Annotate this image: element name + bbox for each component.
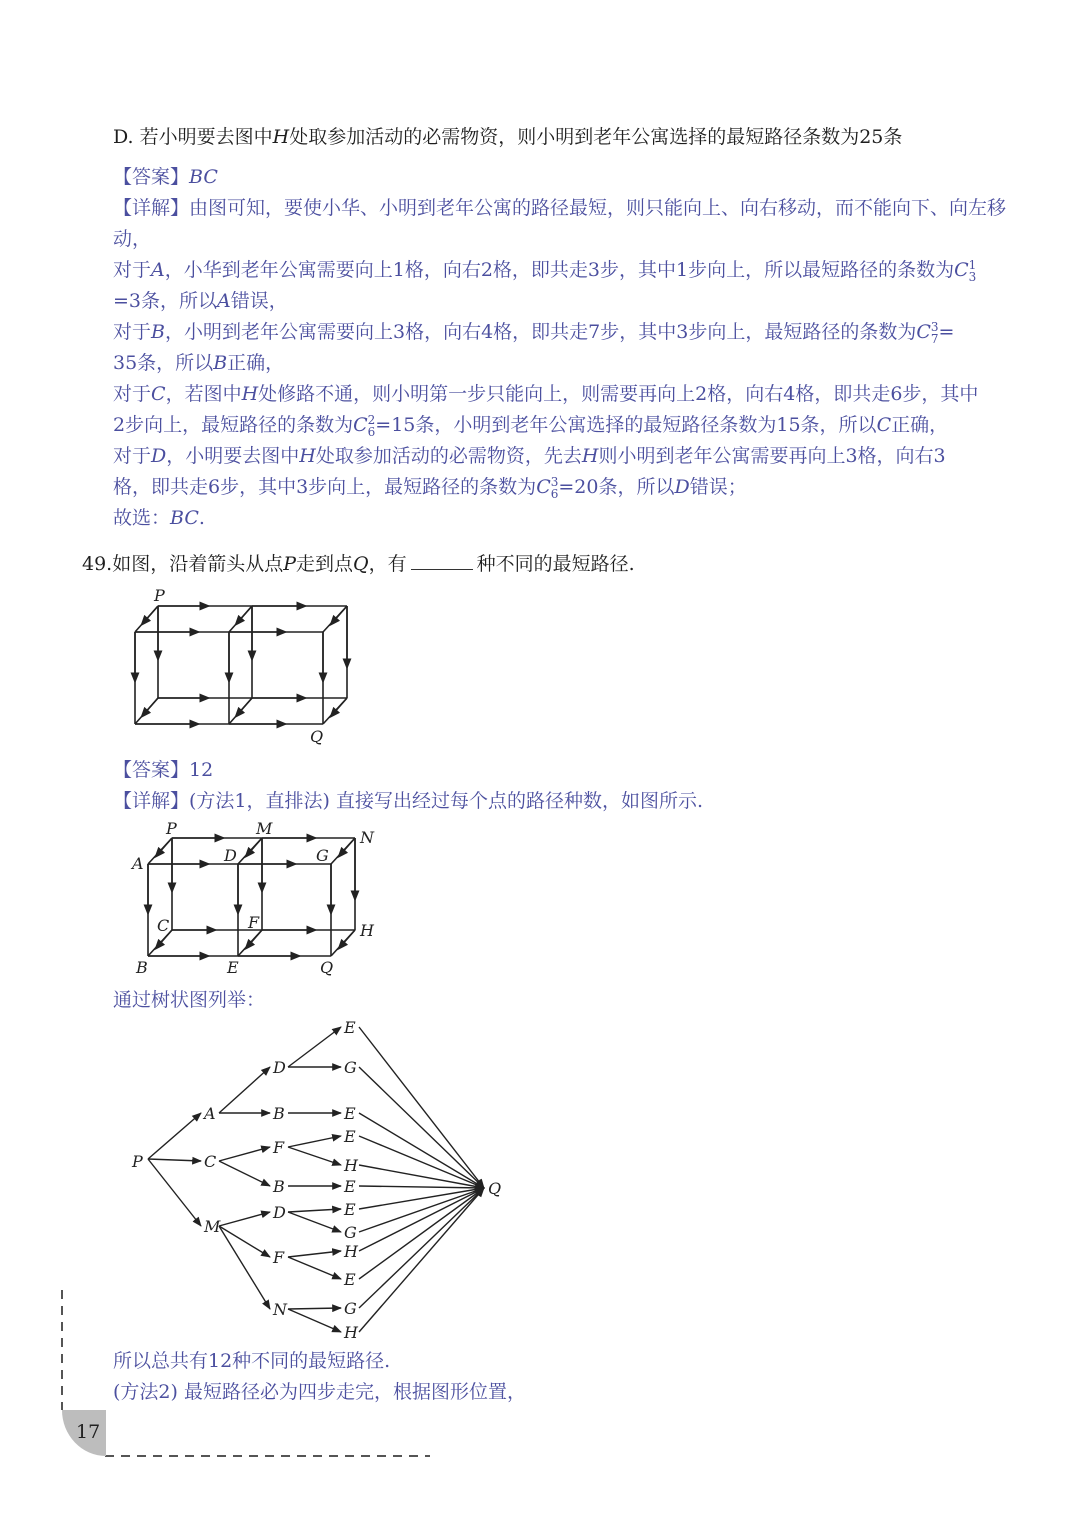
- b-end: =: [938, 321, 955, 343]
- tree-node-l3-10: G: [344, 1299, 357, 1318]
- tree-edge-root-1: [148, 1159, 201, 1161]
- tree-edge-l3-7: [288, 1212, 341, 1232]
- tree-node-l3-4: H: [344, 1156, 358, 1175]
- tree-edge-sink-3: [359, 1136, 484, 1188]
- tree-node-l3-0: E: [344, 1018, 356, 1037]
- answer-value: BC: [189, 166, 218, 188]
- tree-node-l2-1: B: [273, 1104, 285, 1123]
- label-p: P: [154, 588, 165, 605]
- d2-mid: =20条，所以: [558, 476, 675, 498]
- b2-pre: 35条，所以: [113, 352, 214, 374]
- question-number: 49.: [82, 553, 113, 575]
- d-suf: 则小明到老年公寓需要再向上3格，向右3: [598, 445, 946, 467]
- c-h: H: [241, 383, 259, 405]
- c2-pre: 2步向上，最短路径的条数为: [113, 414, 354, 436]
- conclusion-text: 所以总共有12种不同的最短路径.: [113, 1350, 391, 1372]
- b2-letter: B: [213, 352, 228, 374]
- detail-c-line-1: [113, 381, 978, 407]
- tree-edge-sink-8: [359, 1188, 484, 1251]
- detail-d-line-1: [113, 443, 946, 469]
- a-comb-index: [969, 259, 977, 283]
- prev-answer: [113, 164, 218, 190]
- tree-node-l3-6: E: [344, 1200, 356, 1219]
- final-pre: 故选：: [113, 507, 171, 529]
- tree-edge-l3-3: [288, 1136, 341, 1147]
- label-f: F: [248, 913, 260, 932]
- tree-node-l3-7: G: [344, 1223, 357, 1242]
- c2-letter: C: [876, 414, 892, 436]
- label-n: N: [360, 828, 374, 847]
- option-d-h: H: [272, 126, 290, 148]
- page-border-dashes: [55, 1285, 435, 1465]
- tree-edge-l2-2: [219, 1147, 270, 1161]
- option-d-suffix: 处取参加活动的必需物资，则小明到老年公寓选择的最短路径条数为25条: [289, 126, 903, 148]
- tree-node-l2-2: F: [273, 1138, 285, 1157]
- label-a: A: [132, 854, 144, 873]
- detail-a-line-2: [113, 288, 288, 314]
- tree-edge-root-2: [148, 1159, 201, 1226]
- tree-node-sink: Q: [488, 1179, 502, 1198]
- tree-node-l1-2: M: [204, 1217, 221, 1236]
- tree-node-l3-3: E: [344, 1127, 356, 1146]
- d-comb-sub: 6: [550, 487, 559, 501]
- c2-mid: =15条，小明到老年公寓选择的最短路径条数为15条，所以: [375, 414, 877, 436]
- d-mid: ，小明要去图中: [166, 445, 300, 467]
- tree-node-l1-1: C: [204, 1152, 217, 1171]
- q-mid2: ，有: [368, 553, 407, 575]
- label-m: M: [256, 819, 273, 838]
- q-p: P: [283, 553, 297, 575]
- tree-node-l2-0: D: [273, 1058, 286, 1077]
- detail-text-2: 动，: [113, 228, 152, 250]
- d-pre: 对于: [113, 445, 152, 467]
- label-d: D: [224, 846, 237, 865]
- a2-letter: A: [217, 290, 231, 312]
- detail-b-line-2: [113, 350, 284, 376]
- tree-edge-sink-5: [359, 1186, 484, 1188]
- q-suf: 种不同的最短路径.: [476, 553, 635, 575]
- d-comb-sup: 3: [550, 475, 559, 489]
- tree-node-l3-5: E: [344, 1177, 356, 1196]
- label-b: B: [136, 958, 148, 977]
- tree-edge-l3-8: [288, 1251, 341, 1257]
- tree-edge-l2-4: [219, 1212, 270, 1226]
- a2-pre: =3条，所以: [113, 290, 218, 312]
- c-suf: 处修路不通，则小明第一步只能向上，则需要再向上2格，向右4格，即共走6步，其中: [258, 383, 979, 405]
- b-comb: C: [916, 321, 931, 343]
- tree-node-l3-1: G: [344, 1058, 357, 1077]
- label-h: H: [360, 921, 374, 940]
- q49-detail: [113, 788, 703, 814]
- figure-1-grid: [125, 588, 385, 748]
- d2-letter: D: [674, 476, 690, 498]
- c2-suf: 正确，: [891, 414, 949, 436]
- d2-pre: 格，即共走6步，其中3步向上，最短路径的条数为: [113, 476, 537, 498]
- d-letter: D: [151, 445, 167, 467]
- tree-edge-l3-0: [288, 1027, 341, 1067]
- detail-line-1: [113, 195, 1006, 221]
- tree-intro: [113, 987, 265, 1013]
- d-h2: H: [581, 445, 599, 467]
- c-mid: ，若图中: [165, 383, 242, 405]
- detail-b-line-1: [113, 319, 954, 345]
- detail-a-line-1: [113, 257, 976, 283]
- b-mid: ，小明到老年公寓需要向上3格，向右4格，即共走7步，其中3步向上，最短路径的条数为: [164, 321, 917, 343]
- tree-node-l3-8: H: [344, 1242, 358, 1261]
- detail-c-line-2: [113, 412, 948, 438]
- question-49: [82, 551, 635, 577]
- tree-edge-l3-4: [288, 1147, 341, 1165]
- tree-edge-l2-5: [219, 1226, 270, 1257]
- tree-edge-sink-9: [359, 1188, 484, 1279]
- detail-text-1: 由图可知，要使小华、小明到老年公寓的路径最短，则只能向上、向右移动，而不能向下、向左移: [189, 197, 1007, 219]
- detail-label: 【详解】: [113, 197, 190, 219]
- c-comb-sub: 6: [367, 425, 376, 439]
- b-pre: 对于: [113, 321, 152, 343]
- final-val: BC: [170, 507, 199, 529]
- method-2-text: (方法2) 最短路径必为四步走完，根据图形位置，: [113, 1381, 526, 1403]
- detail-line-2: [113, 226, 151, 252]
- q-q: Q: [353, 553, 369, 575]
- c-comb-sup: 2: [367, 413, 376, 427]
- tree-node-l2-3: B: [273, 1177, 285, 1196]
- q49-detail-label: 【详解】: [113, 790, 190, 812]
- a2-suf: 错误，: [230, 290, 288, 312]
- d-comb: C: [536, 476, 551, 498]
- tree-node-l3-9: E: [344, 1270, 356, 1289]
- label-p: P: [166, 819, 177, 838]
- tree-node-l1-0: A: [204, 1104, 216, 1123]
- label-q: Q: [310, 727, 324, 746]
- detail-final: [113, 505, 205, 531]
- q49-answer-value: 12: [189, 759, 214, 781]
- q49-detail-text: (方法1，直排法) 直接写出经过每个点的路径种数，如图所示.: [189, 790, 704, 812]
- a-letter: A: [151, 259, 165, 281]
- option-d-prefix: D. 若小明要去图中: [113, 126, 273, 148]
- c-pre: 对于: [113, 383, 152, 405]
- label-g: G: [316, 846, 329, 865]
- tree-edge-root-0: [148, 1113, 201, 1159]
- tree-edge-l3-6: [288, 1209, 341, 1212]
- label-q: Q: [320, 958, 334, 977]
- tree-edge-sink-0: [359, 1027, 484, 1188]
- a-pre: 对于: [113, 259, 152, 281]
- label-c: C: [157, 916, 170, 935]
- tree-node-l2-4: D: [273, 1203, 286, 1222]
- tree-edge-l3-9: [288, 1257, 341, 1279]
- d-h: H: [299, 445, 316, 467]
- q49-answer: [113, 757, 213, 783]
- b2-suf: 正确，: [227, 352, 285, 374]
- tree-edge-l2-0: [219, 1067, 270, 1113]
- q-pre: 如图，沿着箭头从点: [112, 553, 284, 575]
- tree-node-l2-6: N: [273, 1300, 287, 1319]
- detail-d-line-2: [113, 474, 747, 500]
- tree-node-l3-2: E: [344, 1104, 356, 1123]
- label-e: E: [227, 958, 239, 977]
- b-comb-index: [931, 321, 939, 345]
- tree-node-root: P: [132, 1152, 143, 1171]
- a-comb-sub: 3: [968, 270, 977, 284]
- b-comb-sub: 7: [930, 332, 939, 346]
- tree-edge-l2-3: [219, 1161, 270, 1186]
- a-comb-sup: 1: [968, 258, 977, 272]
- c-comb: C: [353, 414, 368, 436]
- page-number: 17: [76, 1421, 101, 1443]
- a-mid: ，小华到老年公寓需要向上1格，向右2格，即共走3步，其中1步向上，所以最短路径的条数为: [164, 259, 955, 281]
- q-mid: 走到点: [296, 553, 354, 575]
- b-letter: B: [151, 321, 165, 343]
- figure-2-labeled-grid: [125, 818, 385, 978]
- answer-label: 【答案】: [113, 166, 190, 188]
- d-mid2: 处取参加活动的必需物资，先去: [315, 445, 582, 467]
- c-letter: C: [151, 383, 166, 405]
- d2-suf: 错误；: [689, 476, 747, 498]
- q49-answer-label: 【答案】: [113, 759, 190, 781]
- final-end: .: [198, 507, 205, 529]
- tree-node-l3-11: H: [344, 1323, 358, 1342]
- tree-edge-sink-1: [359, 1067, 484, 1188]
- b-comb-sup: 3: [930, 320, 939, 334]
- a-comb: C: [954, 259, 969, 281]
- answer-blank[interactable]: [411, 551, 473, 570]
- tree-intro-text: 通过树状图列举：: [113, 989, 266, 1011]
- option-d: [113, 124, 902, 150]
- tree-node-l2-5: F: [273, 1248, 285, 1267]
